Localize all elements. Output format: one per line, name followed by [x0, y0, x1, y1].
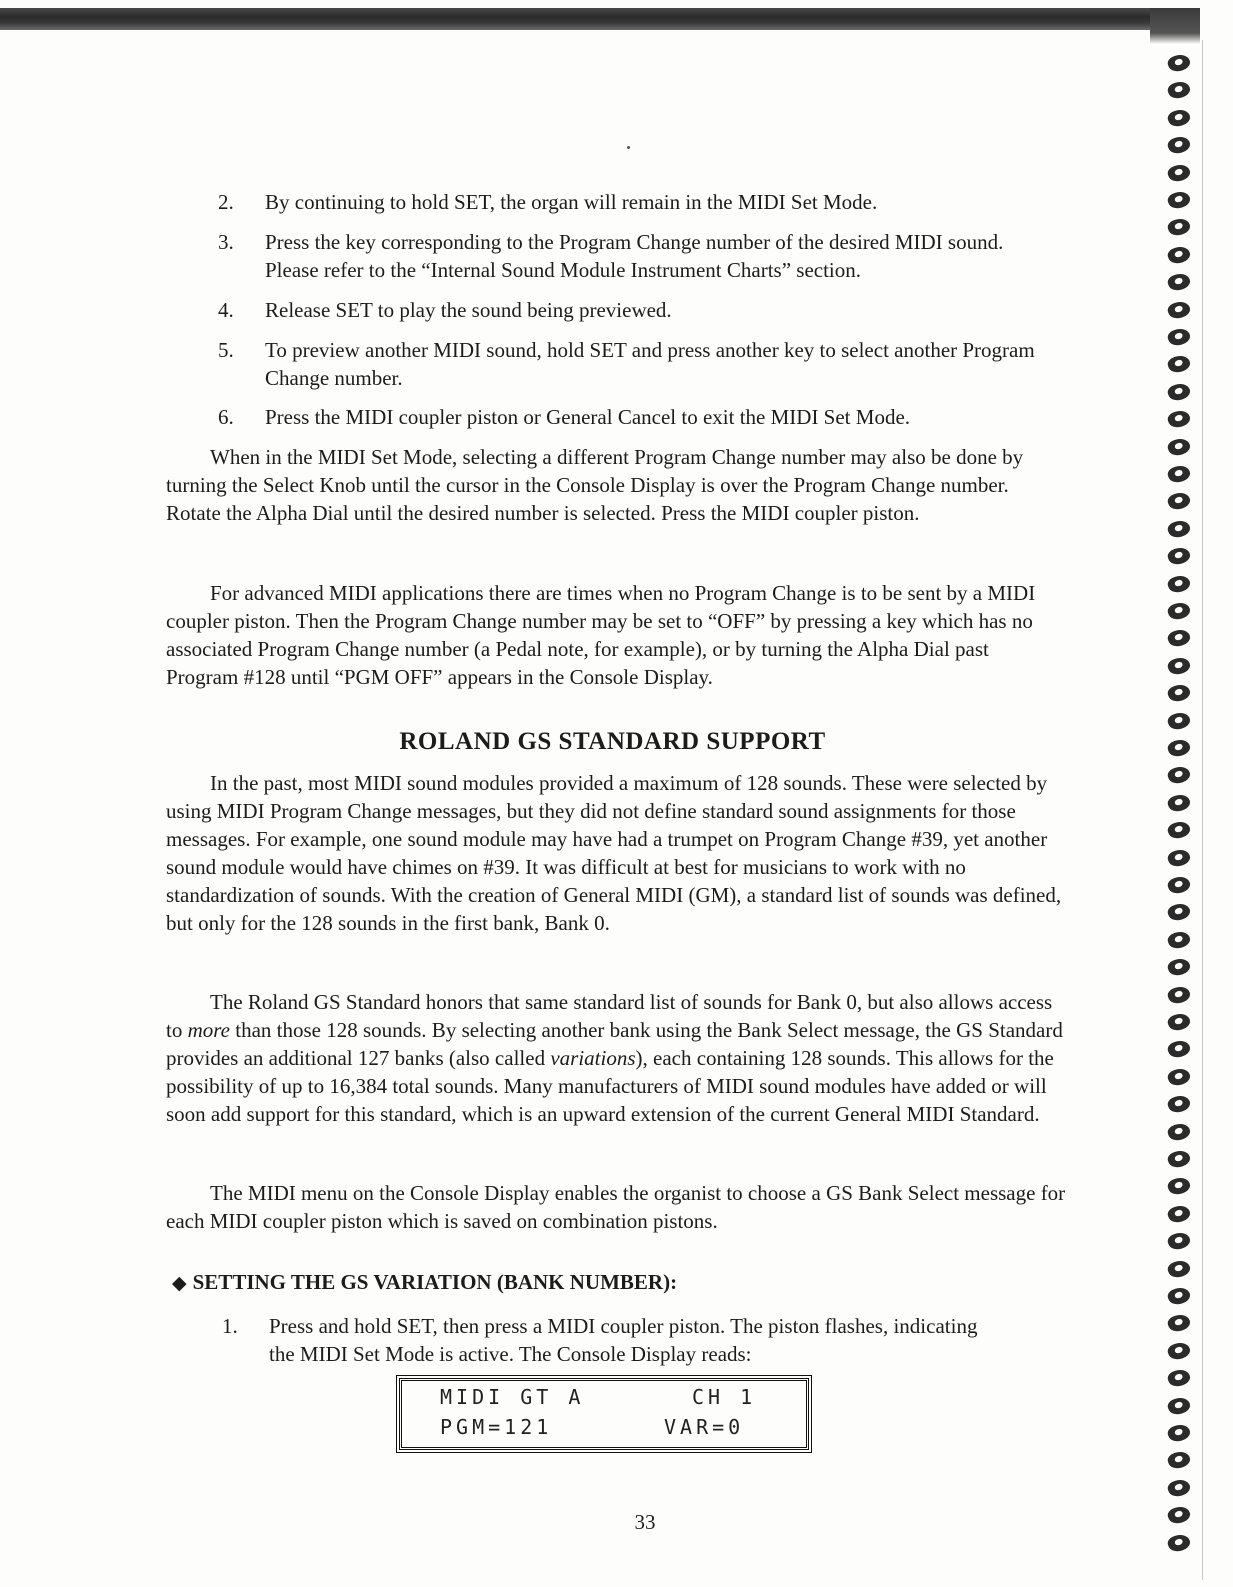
binding-ring: [1166, 956, 1192, 978]
binding-ring: [1166, 134, 1192, 156]
binding-ring: [1166, 1367, 1192, 1389]
binding-ring: [1166, 244, 1192, 266]
binding-ring: [1166, 1093, 1192, 1115]
binding-ring: [1166, 1066, 1192, 1088]
binding-ring: [1166, 79, 1192, 101]
step-number: 5.: [218, 338, 234, 362]
binding-ring: [1166, 1422, 1192, 1444]
binding-ring: [1166, 52, 1192, 74]
binding-ring: [1166, 1340, 1192, 1362]
step-text: By continuing to hold SET, the organ will remain in the MIDI Set Mode.: [265, 190, 878, 214]
binding-ring: [1166, 1203, 1192, 1225]
binding-ring: [1166, 299, 1192, 321]
step-text: Press and hold SET, then press a MIDI coupler piston. The piston flashes, indicating the MIDI Set Mode is active. The Console Display reads:: [269, 1314, 978, 1366]
binding-ring: [1166, 326, 1192, 348]
scan-speck: [627, 146, 630, 149]
binding-ring: [1166, 518, 1192, 540]
binding-ring: [1166, 1011, 1192, 1033]
binding-ring: [1166, 1285, 1192, 1307]
binding-ring: [1166, 162, 1192, 184]
binding-ring: [1166, 682, 1192, 704]
paragraph-midi-menu: The MIDI menu on the Console Display enables the organist to choose a GS Bank Select message for each MIDI coupler piston which is saved on combination pistons.: [166, 1181, 1066, 1233]
binding-ring: [1166, 600, 1192, 622]
binding-ring: [1166, 271, 1192, 293]
section-heading: ROLAND GS STANDARD SUPPORT: [399, 728, 826, 755]
display-line1-left: MIDI GT A: [440, 1385, 585, 1409]
step-number: 3.: [218, 230, 234, 254]
binding-ring: [1166, 1258, 1192, 1280]
text-run: The Roland GS Standard honors that same standard list of sounds for Bank 0, but also allows access to: [166, 990, 1053, 1042]
step-text: To preview another MIDI sound, hold SET and press another key to select another Program Change number.: [265, 338, 1035, 390]
binding-ring: [1166, 1038, 1192, 1060]
scan-top-bar-corner: [1150, 8, 1200, 44]
step-number: 1.: [222, 1314, 238, 1338]
binding-ring: [1166, 792, 1192, 814]
spiral-binding: [1168, 55, 1198, 1575]
display-line1-right: CH 1: [692, 1385, 757, 1409]
emphasis: more: [187, 1018, 230, 1042]
binding-ring: [1166, 819, 1192, 841]
binding-ring: [1166, 1121, 1192, 1143]
binding-ring: [1166, 573, 1192, 595]
binding-ring: [1166, 929, 1192, 951]
diamond-bullet-icon: ◆: [172, 1273, 187, 1294]
binding-ring: [1166, 764, 1192, 786]
binding-ring: [1166, 216, 1192, 238]
step-text: Press the key corresponding to the Program Change number of the desired MIDI sound. Please refer to the “Internal Sound Module Instrument Charts” section.: [265, 230, 1004, 282]
binding-ring: [1166, 655, 1192, 677]
step-text: Release SET to play the sound being previewed.: [265, 298, 672, 322]
binding-ring: [1166, 1395, 1192, 1417]
step-number: 4.: [218, 298, 234, 322]
text-run: ), each containing 128 sounds. This allows for the possibility of up to 16,384 total sounds. Many manufacturers of MIDI sound modules have added or will soon add support for this standard, which is an upward extension of the current General MIDI Standard.: [166, 1046, 1054, 1126]
binding-ring: [1166, 107, 1192, 129]
paragraph-gs-standard: [166, 988, 1066, 1128]
step-number: 6.: [218, 405, 234, 429]
binding-ring: [1166, 627, 1192, 649]
step-number: 2.: [218, 190, 234, 214]
binding-ring: [1166, 984, 1192, 1006]
binding-ring: [1166, 545, 1192, 567]
binding-ring: [1166, 1477, 1192, 1499]
binding-ring: [1166, 1148, 1192, 1170]
paragraph-select-knob: When in the MIDI Set Mode, selecting a different Program Change number may also be done by turning the Select Knob until the cursor in the Console Display is over the Program Change number. Rotate the Alpha Dial until the desired number is selected. Press the MIDI coupler piston.: [166, 445, 1024, 525]
subheading: [172, 1268, 677, 1298]
text-run: than those 128 sounds. By selecting another bank using the Bank Select message, the GS Standard provides an additional 127 banks (also called: [166, 1018, 1063, 1070]
page-number: 33: [634, 1510, 656, 1534]
binding-ring: [1166, 874, 1192, 896]
display-line2-right: VAR=0: [664, 1415, 745, 1439]
display-line2-left: PGM=121: [440, 1415, 553, 1439]
step-text: Press the MIDI coupler piston or General Cancel to exit the MIDI Set Mode.: [265, 405, 911, 429]
scan-top-bar: [0, 8, 1200, 30]
binding-ring: [1166, 847, 1192, 869]
binding-ring: [1166, 381, 1192, 403]
binding-ring: [1166, 1175, 1192, 1197]
paragraph-past: In the past, most MIDI sound modules provided a maximum of 128 sounds. These were selected by using MIDI Program Change messages, but they did not define standard sound assignments for those messages. For example, one sound module may have had a trumpet on Program Change #39, yet another sound module would have chimes on #39. It was difficult at best for musicians to work with no standardization of sounds. With the creation of General MIDI (GM), a standard list of sounds was defined, but only for the 128 sounds in the first bank, Bank 0.: [166, 771, 1062, 935]
emphasis: variations: [550, 1046, 636, 1070]
binding-ring: [1166, 901, 1192, 923]
binding-ring: [1166, 1312, 1192, 1334]
subheading-text: SETTING THE GS VARIATION (BANK NUMBER):: [192, 1270, 678, 1294]
binding-ring: [1166, 436, 1192, 458]
console-display: [399, 1378, 809, 1450]
paragraph-advanced-midi: For advanced MIDI applications there are times when no Program Change is to be sent by a MIDI coupler piston. Then the Program Change number may be set to “OFF” by pressing a key which has no associated Program Change number (a Pedal note, for example), or by turning the Alpha Dial past Program #128 until “PGM OFF” appears in the Console Display.: [166, 581, 1036, 689]
binding-ring: [1166, 463, 1192, 485]
binding-ring: [1166, 408, 1192, 430]
binding-ring: [1166, 1230, 1192, 1252]
binding-ring: [1166, 1449, 1192, 1471]
binding-ring: [1166, 490, 1192, 512]
page-edge: [1202, 40, 1203, 1580]
binding-ring: [1166, 189, 1192, 211]
binding-ring: [1166, 353, 1192, 375]
